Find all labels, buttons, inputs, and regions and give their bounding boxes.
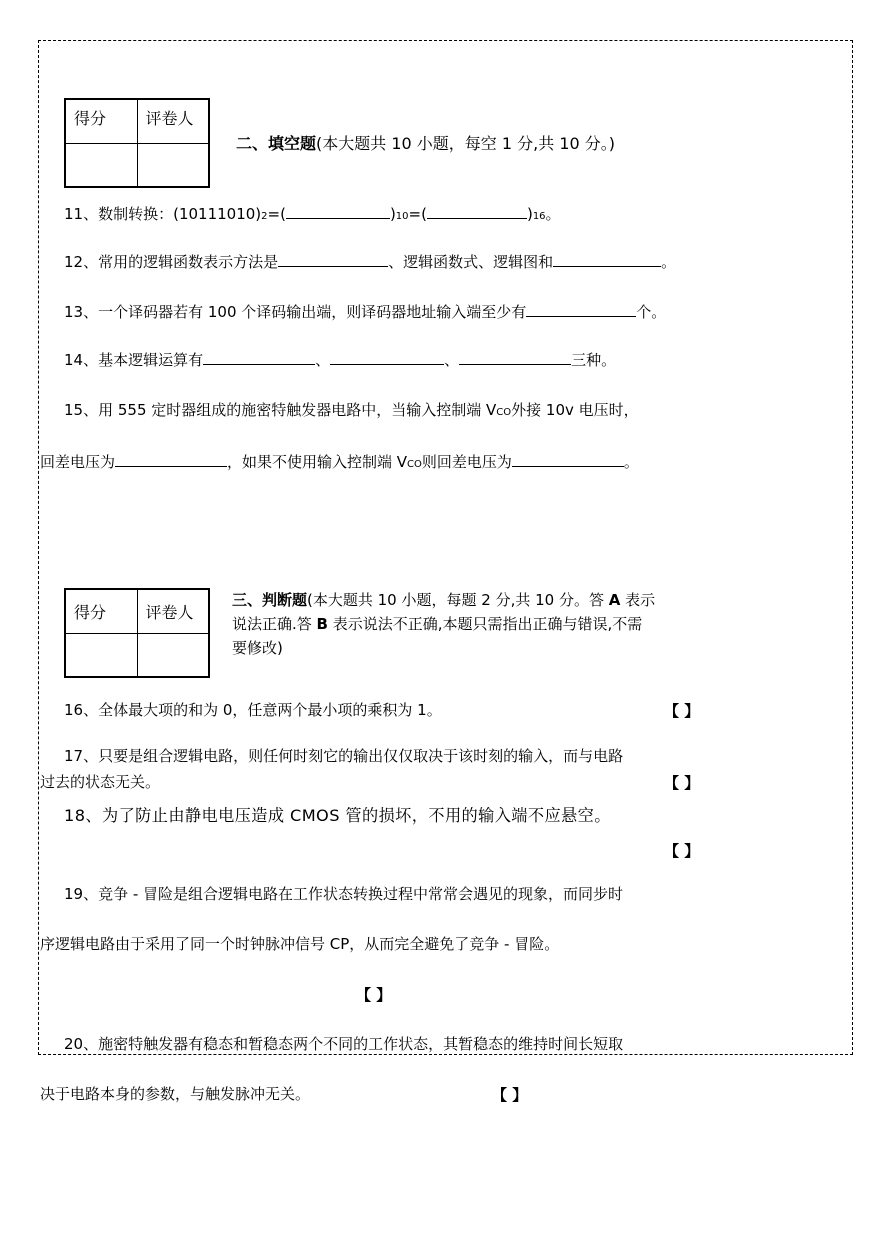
q11-close2: ) xyxy=(526,205,533,223)
answer-bracket-19[interactable]: 【 】 xyxy=(356,986,392,1004)
q14-sep-1: 、 xyxy=(315,351,331,369)
q14-blank-3[interactable] xyxy=(459,350,571,365)
q12-text-c: 。 xyxy=(661,253,677,271)
q15-blank-2[interactable] xyxy=(512,452,624,467)
question-19-line2: 序逻辑电路由于采用了同一个时钟脉冲信号 CP，从而完全避免了竞争 - 冒险。 xyxy=(40,935,560,953)
section3-heading-line2 xyxy=(232,614,642,634)
section3-note-b: 表示 xyxy=(620,591,656,609)
q11-blank-1[interactable] xyxy=(286,204,390,219)
q11-text: 11、数制转换：(10111010) xyxy=(64,205,262,223)
question-15-line2 xyxy=(40,452,639,475)
q14-blank-1[interactable] xyxy=(203,350,315,365)
q15-blank-1[interactable] xyxy=(115,452,227,467)
q14-text-d: 三种。 xyxy=(571,351,617,369)
q12-blank-1[interactable] xyxy=(278,252,388,267)
section3-heading-line3: 要修改) xyxy=(232,639,283,657)
answer-a-mark: A xyxy=(608,591,621,609)
q15-text-f: 。 xyxy=(623,453,639,471)
q15-text-e: 则回差电压为 xyxy=(421,453,512,471)
q13-text-b: 个。 xyxy=(636,303,667,321)
section3-note-d: 表示说法不正确,本题只需指出正确与错误,不需 xyxy=(327,615,643,633)
q11-end: 。 xyxy=(545,205,561,223)
question-11 xyxy=(64,204,561,227)
q12-text-b: 、逻辑函数式、逻辑图和 xyxy=(388,253,554,271)
q15-text-b: 外接 10v 电压时， xyxy=(511,401,639,419)
q14-blank-2[interactable] xyxy=(330,350,444,365)
section2-note: (本大题共 10 小题，每空 1 分,共 10 分。) xyxy=(316,134,616,153)
question-17-line1: 17、只要是组合逻辑电路，则任何时刻它的输出仅仅取决于该时刻的输入，而与电路 xyxy=(64,747,624,765)
q12-text-a: 12、常用的逻辑函数表示方法是 xyxy=(64,253,279,271)
section3-heading-line1 xyxy=(232,590,655,610)
section3-title: 三、判断题 xyxy=(232,591,308,609)
q15-sub-co2: CO xyxy=(407,459,422,470)
score-cell[interactable] xyxy=(65,633,137,677)
answer-bracket-20[interactable]: 【 】 xyxy=(492,1086,528,1104)
section2-heading xyxy=(236,134,615,154)
q15-text-a: 15、用 555 定时器组成的施密特触发器电路中，当输入控制端 V xyxy=(64,401,497,419)
score-box-section2 xyxy=(64,98,210,188)
q14-text-a: 14、基本逻辑运算有 xyxy=(64,351,204,369)
question-15-line1 xyxy=(64,400,639,423)
answer-bracket-16[interactable]: 【 】 xyxy=(664,702,700,720)
answer-bracket-18[interactable]: 【 】 xyxy=(664,842,700,860)
q12-blank-2[interactable] xyxy=(553,252,661,267)
question-17-line2: 过去的状态无关。 xyxy=(40,773,161,791)
score-label: 得分 xyxy=(65,99,137,143)
question-20-line2: 决于电路本身的参数，与触发脉冲无关。 xyxy=(40,1085,311,1103)
q15-text-c: 回差电压为 xyxy=(40,453,116,471)
grader-label: 评卷人 xyxy=(137,589,209,633)
grader-cell[interactable] xyxy=(137,143,209,187)
question-19-line1: 19、竞争 - 冒险是组合逻辑电路在工作状态转换过程中常常会遇见的现象，而同步时 xyxy=(64,885,624,903)
question-13 xyxy=(64,302,666,322)
grader-cell[interactable] xyxy=(137,633,209,677)
question-16: 16、全体最大项的和为 0，任意两个最小项的乘积为 1。 xyxy=(64,701,442,719)
question-20-line1: 20、施密特触发器有稳态和暂稳态两个不同的工作状态，其暂稳态的维持时间长短取 xyxy=(64,1035,624,1053)
score-box-section3 xyxy=(64,588,210,678)
question-14 xyxy=(64,350,616,370)
grader-label: 评卷人 xyxy=(137,99,209,143)
q11-sub-2: 2 xyxy=(261,211,268,222)
q14-sep-2: 、 xyxy=(444,351,460,369)
q11-blank-2[interactable] xyxy=(427,204,527,219)
section3-note-c: 说法正确.答 xyxy=(232,615,317,633)
q13-text-a: 13、一个译码器若有 100 个译码输出端，则译码器地址输入端至少有 xyxy=(64,303,527,321)
q15-sub-co1: CO xyxy=(496,407,512,418)
q11-eq2: =( xyxy=(408,205,427,223)
q11-eq1: =( xyxy=(267,205,286,223)
section2-title: 二、填空题 xyxy=(236,134,317,153)
q11-sub-10: 10 xyxy=(395,211,409,222)
answer-b-mark: B xyxy=(316,615,328,633)
q15-text-d: ，如果不使用输入控制端 V xyxy=(227,453,408,471)
q11-sub-16: 16 xyxy=(532,211,546,222)
score-label: 得分 xyxy=(65,589,137,633)
question-12 xyxy=(64,252,676,272)
score-cell[interactable] xyxy=(65,143,137,187)
question-18: 18、为了防止由静电电压造成 CMOS 管的损坏，不用的输入端不应悬空。 xyxy=(64,806,611,825)
section3-note-a: (本大题共 10 小题，每题 2 分,共 10 分。答 xyxy=(307,591,609,609)
q11-close1: ) xyxy=(389,205,396,223)
q13-blank[interactable] xyxy=(526,302,636,317)
answer-bracket-17[interactable]: 【 】 xyxy=(664,774,700,792)
